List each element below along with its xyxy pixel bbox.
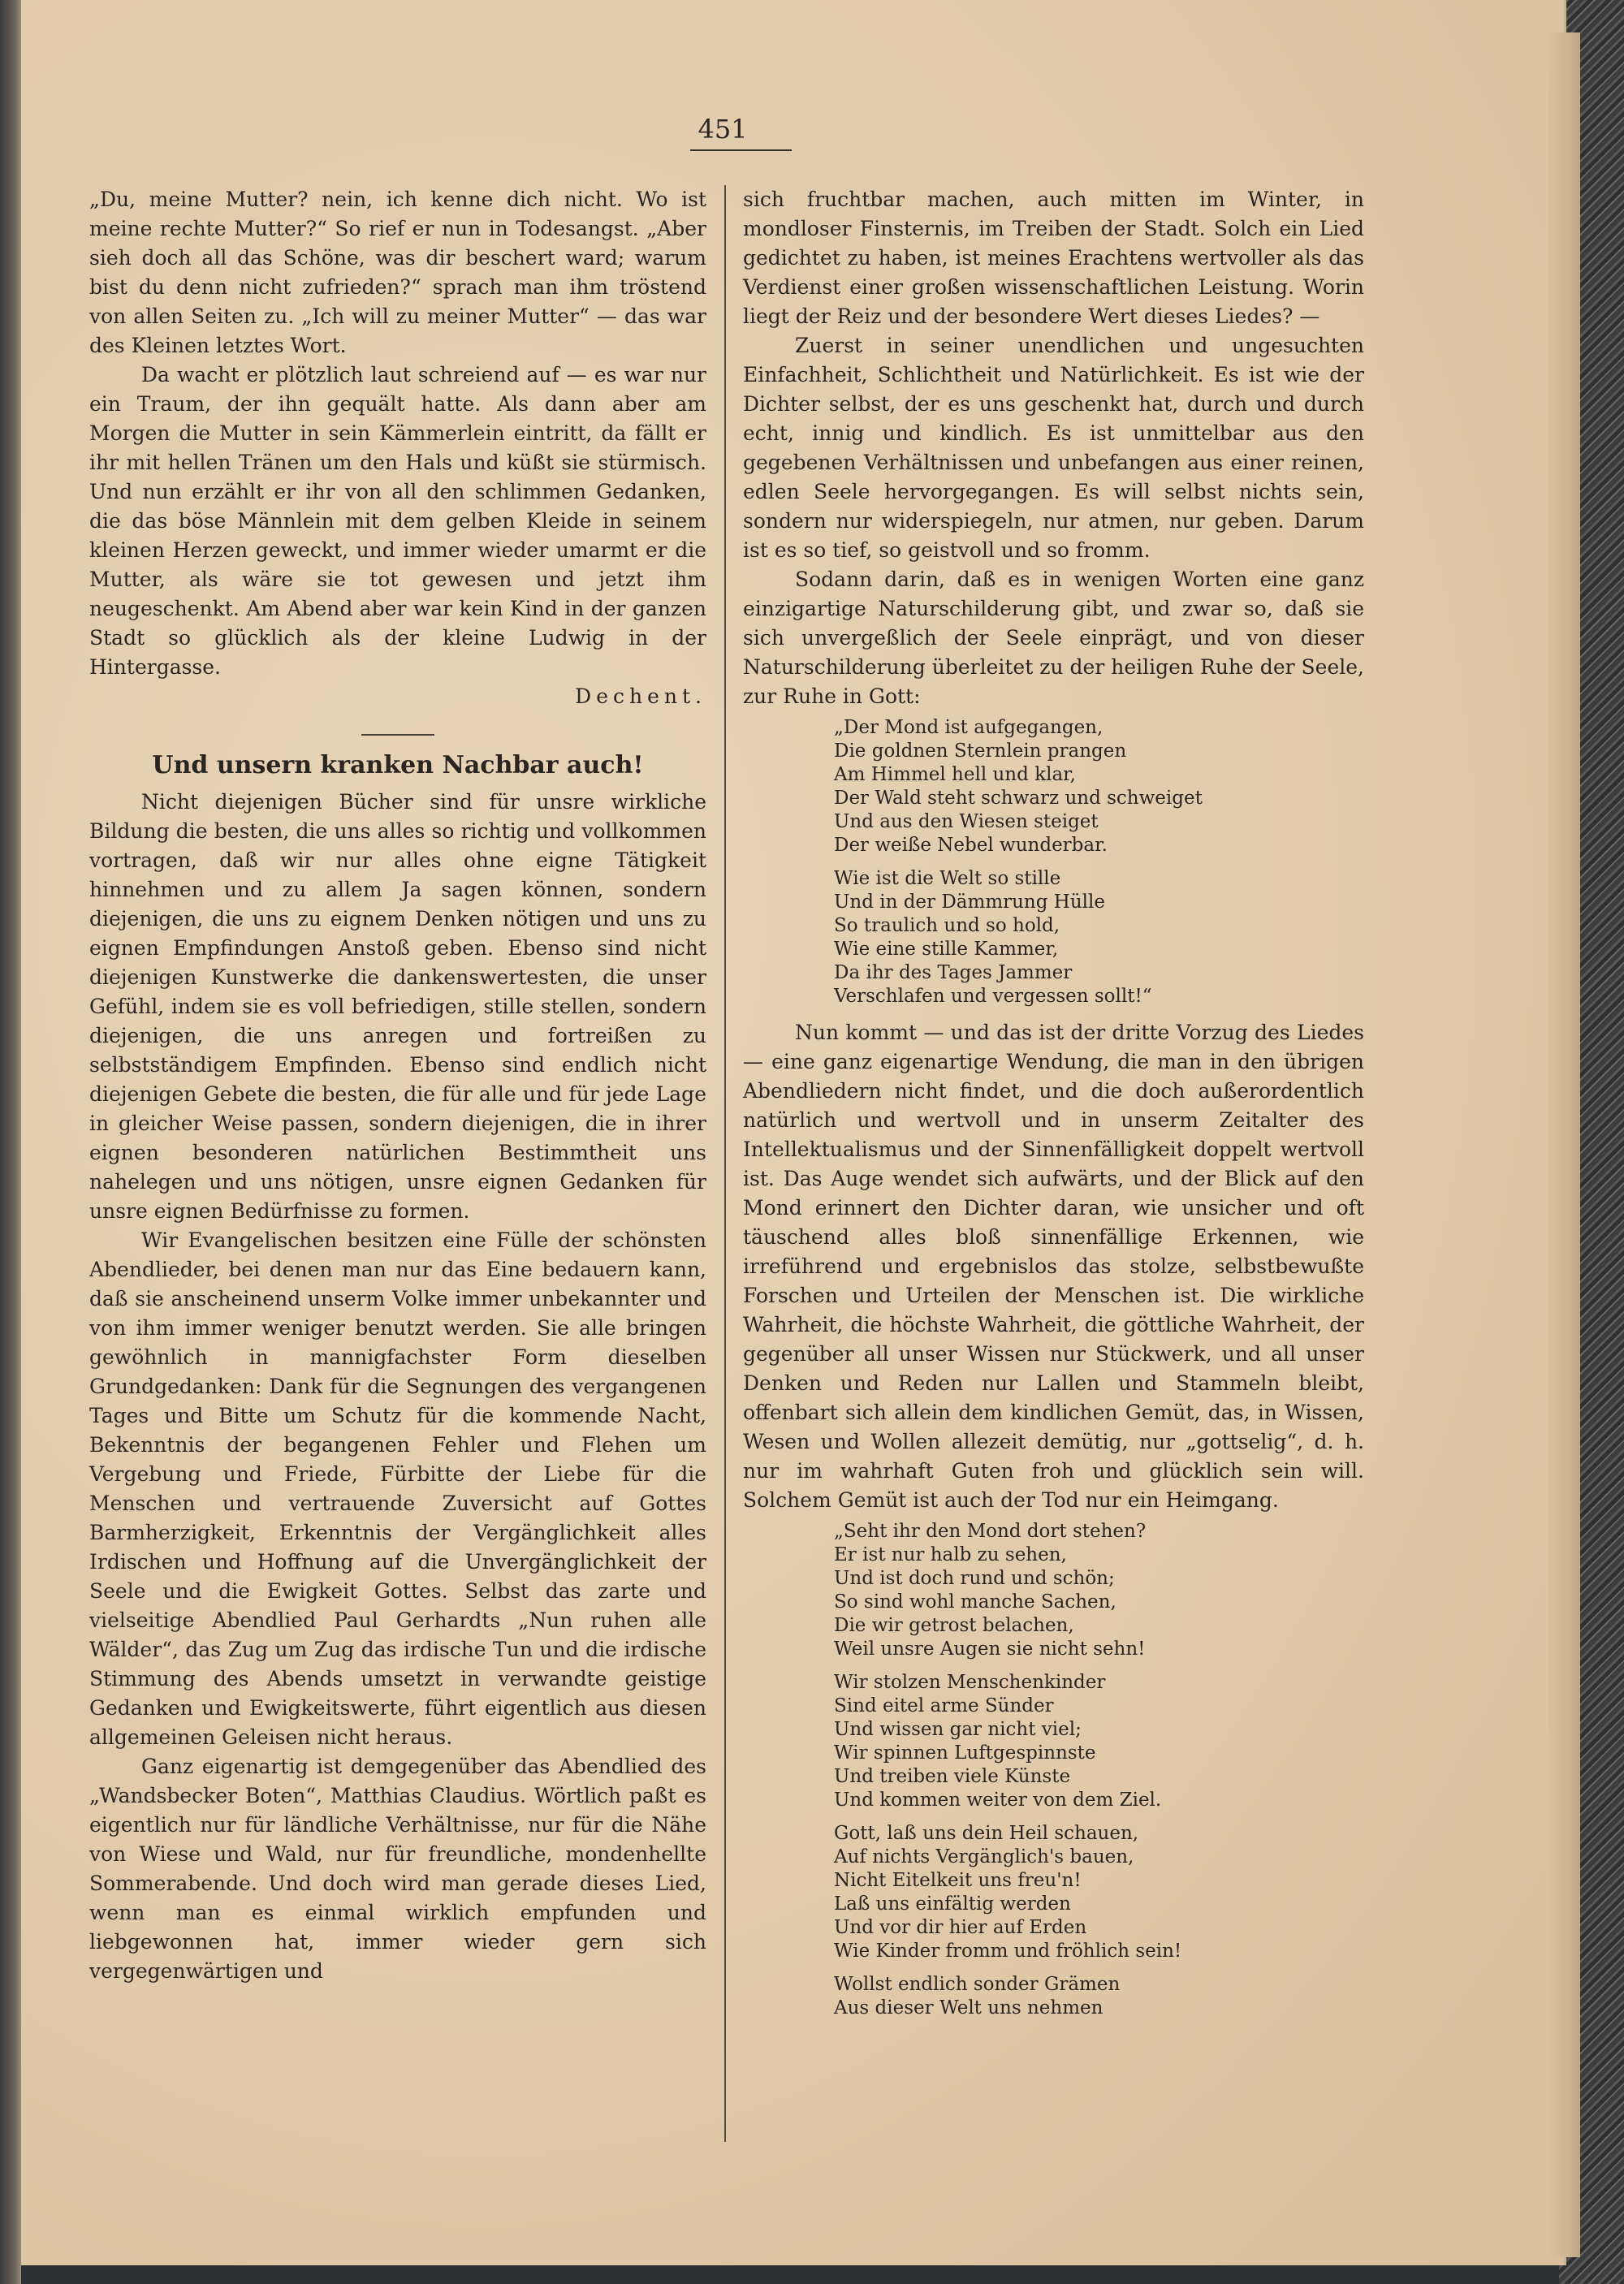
page-edge-shadow [1548, 32, 1580, 2257]
poem-line: Wollst endlich sonder Grämen [834, 1974, 1121, 1995]
poem-line: Und vor dir hier auf Erden [834, 1917, 1087, 1938]
poem-line: Wie eine stille Kammer, [834, 939, 1059, 960]
poem-stanza [834, 867, 1364, 1008]
poem-line: Aus dieser Welt uns nehmen [834, 1997, 1104, 2018]
poem-stanza [834, 716, 1364, 857]
column-divider [724, 185, 726, 2142]
article-paragraph: Nicht diejenigen Bücher sind für unsre wirkliche Bildung die besten, die uns alles so richtig und vollkommen vortragen, daß wir nur alles ohne eigne Tätigkeit hinnehmen und zu allem Ja sagen können, sondern diejenigen, die uns zu eignem Denken nötigen und uns zu eignen Empfindungen Anstoß geben. Ebenso sind nicht diejenigen Kunstwerke die dankenswertesten, die unser Gefühl, indem sie es voll befriedigen, stille stellen, sondern diejenigen, die uns anregen und fortreißen zu selbstständigem Empfinden. Ebenso sind endlich nicht diejenigen Gebete die besten, die für alle und für jede Lage in gleicher Weise passen, sondern diejenigen, die in ihrer eignen besonderen natürlichen Bestimmtheit uns nahelegen und uns nötigen, unsre eignen Gedanken für unsre eignen Bedürfnisse zu formen. [89, 790, 706, 1223]
poem-line: „Seht ihr den Mond dort stehen? [834, 1521, 1147, 1542]
poem-line: So sind wohl manche Sachen, [834, 1591, 1116, 1613]
page-number: 451 [698, 114, 748, 145]
poem-quote [834, 1520, 1364, 2020]
poem-stanza [834, 1973, 1364, 2020]
poem-line: Verschlafen und vergessen sollt!“ [834, 986, 1152, 1007]
poem-stanza [834, 1671, 1364, 1812]
story-paragraph: „Du, meine Mutter? nein, ich kenne dich nicht. Wo ist meine rechte Mutter?“ So rief er nun in Todesangst. „Aber sieh doch all das Schöne, was dir beschert ward; warum bist du denn nicht zufrieden?“ sprach man ihm tröstend von allen Seiten zu. „Ich will zu meiner Mutter“ — das war des Kleinen letztes Wort. [89, 188, 706, 357]
poem-line: „Der Mond ist aufgegangen, [834, 717, 1104, 738]
poem-line: Gott, laß uns dein Heil schauen, [834, 1823, 1139, 1844]
story-paragraph: Da wacht er plötzlich laut schreiend auf — es war nur ein Traum, der ihn gequält hatte. Als dann aber am Morgen die Mutter in sein Kämmerlein eintritt, da fällt er ihr mit hellen Tränen um den Hals und küßt sie stürmisch. Und nun erzählt er ihr von all den schlimmen Gedanken, die das böse Männlein mit dem gelben Kleide in seinem kleinen Herzen geweckt, und immer wieder umarmt er die Mutter, als wäre sie tot gewesen und jetzt ihm neugeschenkt. Am Abend aber war kein Kind in der ganzen Stadt so glücklich als der kleine Ludwig in der Hintergasse. [89, 363, 706, 679]
poem-line: Nicht Eitelkeit uns freu'n! [834, 1870, 1082, 1891]
poem-line: Und wissen gar nicht viel; [834, 1719, 1082, 1740]
poem-line: Und aus den Wiesen steiget [834, 811, 1099, 832]
right-column [743, 185, 1364, 2030]
article-paragraph: Wir Evangelischen besitzen eine Fülle der schönsten Abendlieder, bei denen man nur das Eine bedauern kann, daß sie anscheinend unserm Volke immer unbekannter und von ihm immer weniger benutzt werden. Sie alle bringen gewöhnlich in mannigfachster Form dieselben Grundgedanken: Dank für die Segnungen des vergangenen Tages und Bitte um Schutz für die kommende Nacht, Bekenntnis der begangenen Fehler und Flehen um Vergebung und Friede, Fürbitte der Liebe für die Menschen und vertrauende Zuversicht auf Gottes Barmherzigkeit, Erkenntnis der Vergänglichkeit alles Irdischen und Hoffnung auf die Unvergänglichkeit der Seele und die Ewigkeit Gottes. Selbst das zarte und vielseitige Abendlied Paul Gerhardts „Nun ruhen alle Wälder“, das Zug um Zug das irdische Tun und die irdische Stimmung des Abends umsetzt in verwandte geistige Gedanken und Ewigkeitswerte, führt eigentlich aus diesen allgemeinen Geleisen nicht heraus. [89, 1228, 706, 1749]
poem-line: Der weiße Nebel wunderbar. [834, 835, 1108, 856]
poem-line: Wie Kinder fromm und fröhlich sein! [834, 1941, 1182, 1962]
article-paragraph: sich fruchtbar machen, auch mitten im Winter, in mondloser Finsternis, im Treiben der Stadt. Solch ein Lied gedichtet zu haben, ist meines Erachtens wertvoller als das Verdienst einer großen wissenschaftlichen Leistung. Worin liegt der Reiz und der besondere Wert dieses Liedes? — [743, 188, 1364, 328]
poem-line: Sind eitel arme Sünder [834, 1695, 1054, 1716]
poem-line: Da ihr des Tages Jammer [834, 962, 1073, 983]
poem-line: Und ist doch rund und schön; [834, 1568, 1115, 1589]
poem-line: Weil unsre Augen sie nicht sehn! [834, 1639, 1146, 1660]
section-separator [361, 734, 434, 736]
page-number-rule [690, 149, 792, 151]
article-paragraph: Nun kommt — und das ist der dritte Vorzug des Liedes — eine ganz eigenartige Wendung, die man in den übrigen Abendliedern nicht findet, und die doch außerordentlich natürlich und wertvoll und in unserm Zeitalter des Intellektualismus und der Sinnenfälligkeit doppelt wertvoll ist. Das Auge wendet sich aufwärts, und der Blick auf den Mond erinnert den Dichter daran, wie unsicher und oft täuschend alles bloß sinnenfällige Erkennen, wie irreführend und ergebnislos das stolze, selbstbewußte Forschen und Urteilen der Menschen ist. Die wirkliche Wahrheit, die höchste Wahrheit, die göttliche Wahrheit, der gegenüber all unser Wissen nur Stückwerk, und all unser Denken und Reden nur Lallen und Stammeln bleibt, offenbart sich allein dem kindlichen Gemüt, das, in Wissen, Wesen und Wollen allezeit demütig, nur „gottselig“, d. h. nur im wahrhaft Guten froh und glücklich sein will. Solchem Gemüt ist auch der Tod nur ein Heimgang. [743, 1021, 1364, 1512]
poem-line: Und in der Dämmrung Hülle [834, 892, 1105, 913]
poem-line: Die goldnen Sternlein prangen [834, 740, 1127, 762]
poem-line: So traulich und so hold, [834, 915, 1060, 936]
left-column [89, 185, 706, 1986]
poem-line: Wie ist die Welt so stille [834, 868, 1061, 889]
poem-stanza [834, 1822, 1364, 1963]
poem-line: Auf nichts Vergänglich's bauen, [834, 1846, 1134, 1867]
article-title: Und unsern kranken Nachbar auch! [152, 751, 644, 779]
article-paragraph: Sodann darin, daß es in wenigen Worten eine ganz einzigartige Naturschilderung gibt, und zwar so, daß sie sich unvergeßlich der Seele einprägt, und von dieser Naturschilderung überleitet zu der heiligen Ruhe der Seele, zur Ruhe in Gott: [743, 568, 1364, 708]
poem-line: Er ist nur halb zu sehen, [834, 1544, 1067, 1565]
poem-line: Wir spinnen Luftgespinnste [834, 1742, 1096, 1764]
poem-line: Der Wald steht schwarz und schweiget [834, 788, 1203, 809]
poem-stanza [834, 1520, 1364, 1661]
article-paragraph: Ganz eigenartig ist demgegenüber das Abendlied des „Wandsbecker Boten“, Matthias Claudius. Wörtlich paßt es eigentlich nur für ländliche Verhältnisse, nur für die Nähe von Wiese und Wald, nur für freundliche, mondenhellte Sommerabende. Und doch wird man gerade dieses Lied, wenn man es einmal wirklich empfunden und liebgewonnen hat, immer wieder gern sich vergegenwärtigen und [89, 1755, 706, 1983]
poem-line: Wir stolzen Menschenkinder [834, 1672, 1106, 1693]
article-paragraph: Zuerst in seiner unendlichen und ungesuchten Einfachheit, Schlichtheit und Natürlichkeit. Es ist wie der Dichter selbst, der es uns geschenkt hat, durch und durch echt, innig und kindlich. Es ist unmittelbar aus den gegebenen Verhältnissen und unbefangen aus einer reinen, edlen Seele hervorgegangen. Es will selbst nichts sein, sondern nur widerspiegeln, nur atmen, nur geben. Darum ist es so tief, so geistvoll und so fromm. [743, 334, 1364, 562]
book-cover-left-edge [0, 0, 21, 2284]
poem-line: Und kommen weiter von dem Ziel. [834, 1790, 1162, 1811]
poem-line: Und treiben viele Künste [834, 1766, 1071, 1787]
poem-line: Am Himmel hell und klar, [834, 764, 1076, 785]
author-byline: Dechent. [575, 684, 706, 708]
poem-line: Laß uns einfältig werden [834, 1893, 1071, 1915]
poem-line: Die wir getrost belachen, [834, 1615, 1074, 1636]
poem-quote [834, 716, 1364, 1008]
